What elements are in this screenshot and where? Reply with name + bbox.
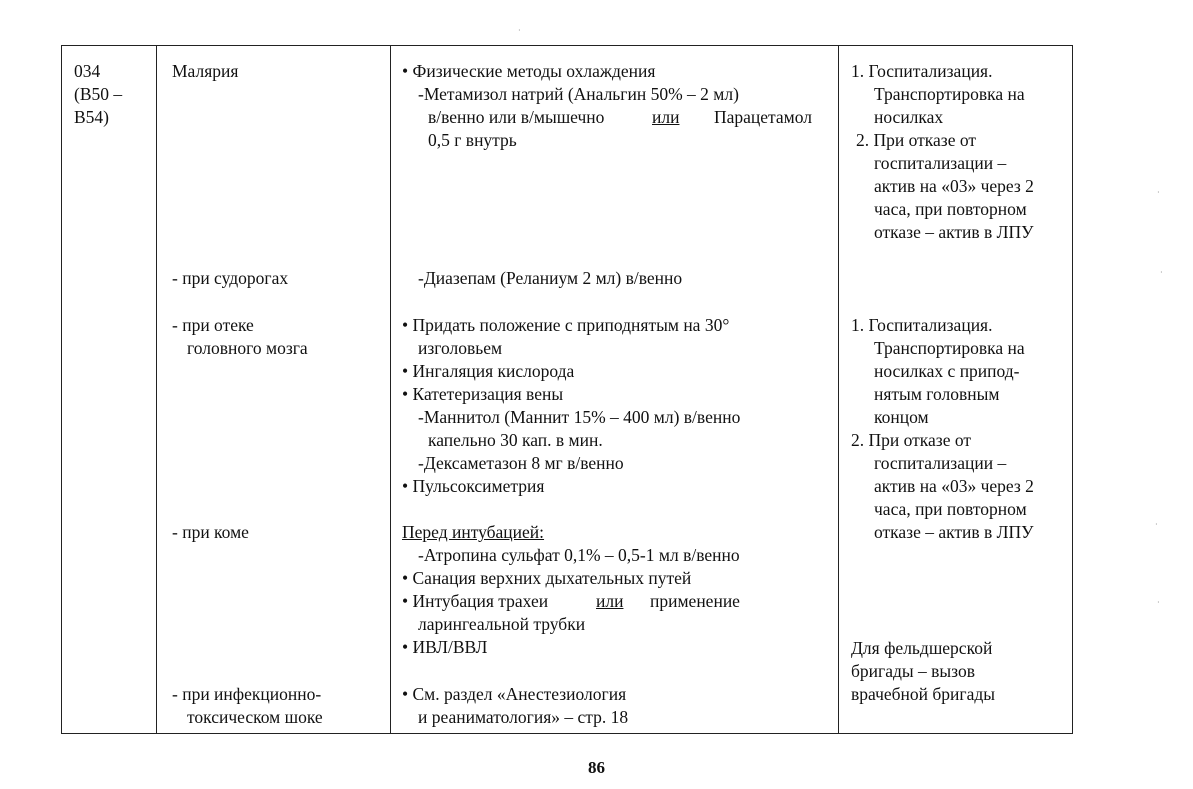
page-number: 86 [588, 758, 605, 777]
tactics-line: госпитализации – [874, 153, 1007, 173]
scan-speck: · [1160, 268, 1163, 277]
condition-shock: - при инфекционно- [172, 684, 322, 704]
tactics-line: нятым головным [874, 384, 1000, 404]
treatment-line: • Придать положение с приподнятым на 30° [402, 315, 730, 335]
tactics-line: 2. При отказе от [856, 130, 977, 150]
condition-edema: - при отеке [172, 315, 254, 335]
treatment-line: 0,5 г внутрь [428, 130, 517, 150]
treatment-line: капельно 30 кап. в мин. [428, 430, 603, 450]
treatment-line: -Метамизол натрий (Анальгин 50% – 2 мл) [418, 84, 739, 104]
feldsher-note: бригады – вызов [851, 661, 975, 681]
tactics-line: отказе – актив в ЛПУ [874, 222, 1034, 242]
tactics-line: 1. Госпитализация. [851, 315, 993, 335]
diagnosis-title: Малярия [172, 61, 239, 81]
treatment-line: • Физические методы охлаждения [402, 61, 656, 81]
scan-speck: · [518, 26, 521, 35]
scan-speck: · [1157, 188, 1160, 197]
treatment-line: -Дексаметазон 8 мг в/венно [418, 453, 624, 473]
tactics-line: отказе – актив в ЛПУ [874, 522, 1034, 542]
treatment-line: • См. раздел «Анестезиология [402, 684, 627, 704]
treatment-line: Парацетамол [714, 107, 813, 127]
treatment-line: -Атропина сульфат 0,1% – 0,5-1 мл в/венно [418, 545, 740, 565]
tactics-line: актив на «03» через 2 [874, 176, 1034, 196]
column-divider-3 [838, 45, 839, 734]
or-underlined: или [652, 107, 680, 127]
icd-code-line: (B50 – [74, 84, 123, 104]
tactics-line: Транспортировка на [874, 84, 1025, 104]
tactics-line: носилках с припод- [874, 361, 1020, 381]
treatment-line: • ИВЛ/ВВЛ [402, 637, 488, 657]
or-underlined: или [596, 591, 624, 611]
icd-code-line: 034 [74, 61, 101, 81]
treatment-line: в/венно или в/мышечно [428, 107, 605, 127]
feldsher-note: врачебной бригады [851, 684, 996, 704]
treatment-line: применение [650, 591, 740, 611]
condition-shock-cont: токсическом шоке [187, 707, 323, 727]
pre-intubation-heading: Перед интубацией: [402, 522, 545, 542]
tactics-line: часа, при повторном [874, 499, 1027, 519]
tactics-line: часа, при повторном [874, 199, 1027, 219]
column-divider-1 [156, 45, 157, 734]
treatment-line: • Интубация трахеи [402, 591, 549, 611]
tactics-line: актив на «03» через 2 [874, 476, 1034, 496]
tactics-line: концом [874, 407, 929, 427]
condition-seizures: - при судорогах [172, 268, 289, 288]
treatment-line: • Пульсоксиметрия [402, 476, 545, 496]
feldsher-note: Для фельдшерской [851, 638, 993, 658]
icd-code-line: B54) [74, 107, 109, 127]
treatment-line: • Ингаляция кислорода [402, 361, 575, 381]
scan-speck: · [1155, 520, 1158, 529]
scan-speck: · [1157, 598, 1160, 607]
treatment-line: • Санация верхних дыхательных путей [402, 568, 692, 588]
treatment-line: • Катетеризация вены [402, 384, 564, 404]
tactics-line: 1. Госпитализация. [851, 61, 993, 81]
treatment-line: изголовьем [418, 338, 503, 358]
condition-coma: - при коме [172, 522, 249, 542]
treatment-line: и реаниматология» – стр. 18 [418, 707, 629, 727]
tactics-line: носилках [874, 107, 944, 127]
tactics-line: госпитализации – [874, 453, 1007, 473]
treatment-line: ларингеальной трубки [418, 614, 586, 634]
tactics-line: 2. При отказе от [851, 430, 972, 450]
treatment-line: -Диазепам (Реланиум 2 мл) в/венно [418, 268, 683, 288]
tactics-line: Транспортировка на [874, 338, 1025, 358]
condition-edema-cont: головного мозга [187, 338, 308, 358]
treatment-line: -Маннитол (Маннит 15% – 400 мл) в/венно [418, 407, 741, 427]
column-divider-2 [390, 45, 391, 734]
